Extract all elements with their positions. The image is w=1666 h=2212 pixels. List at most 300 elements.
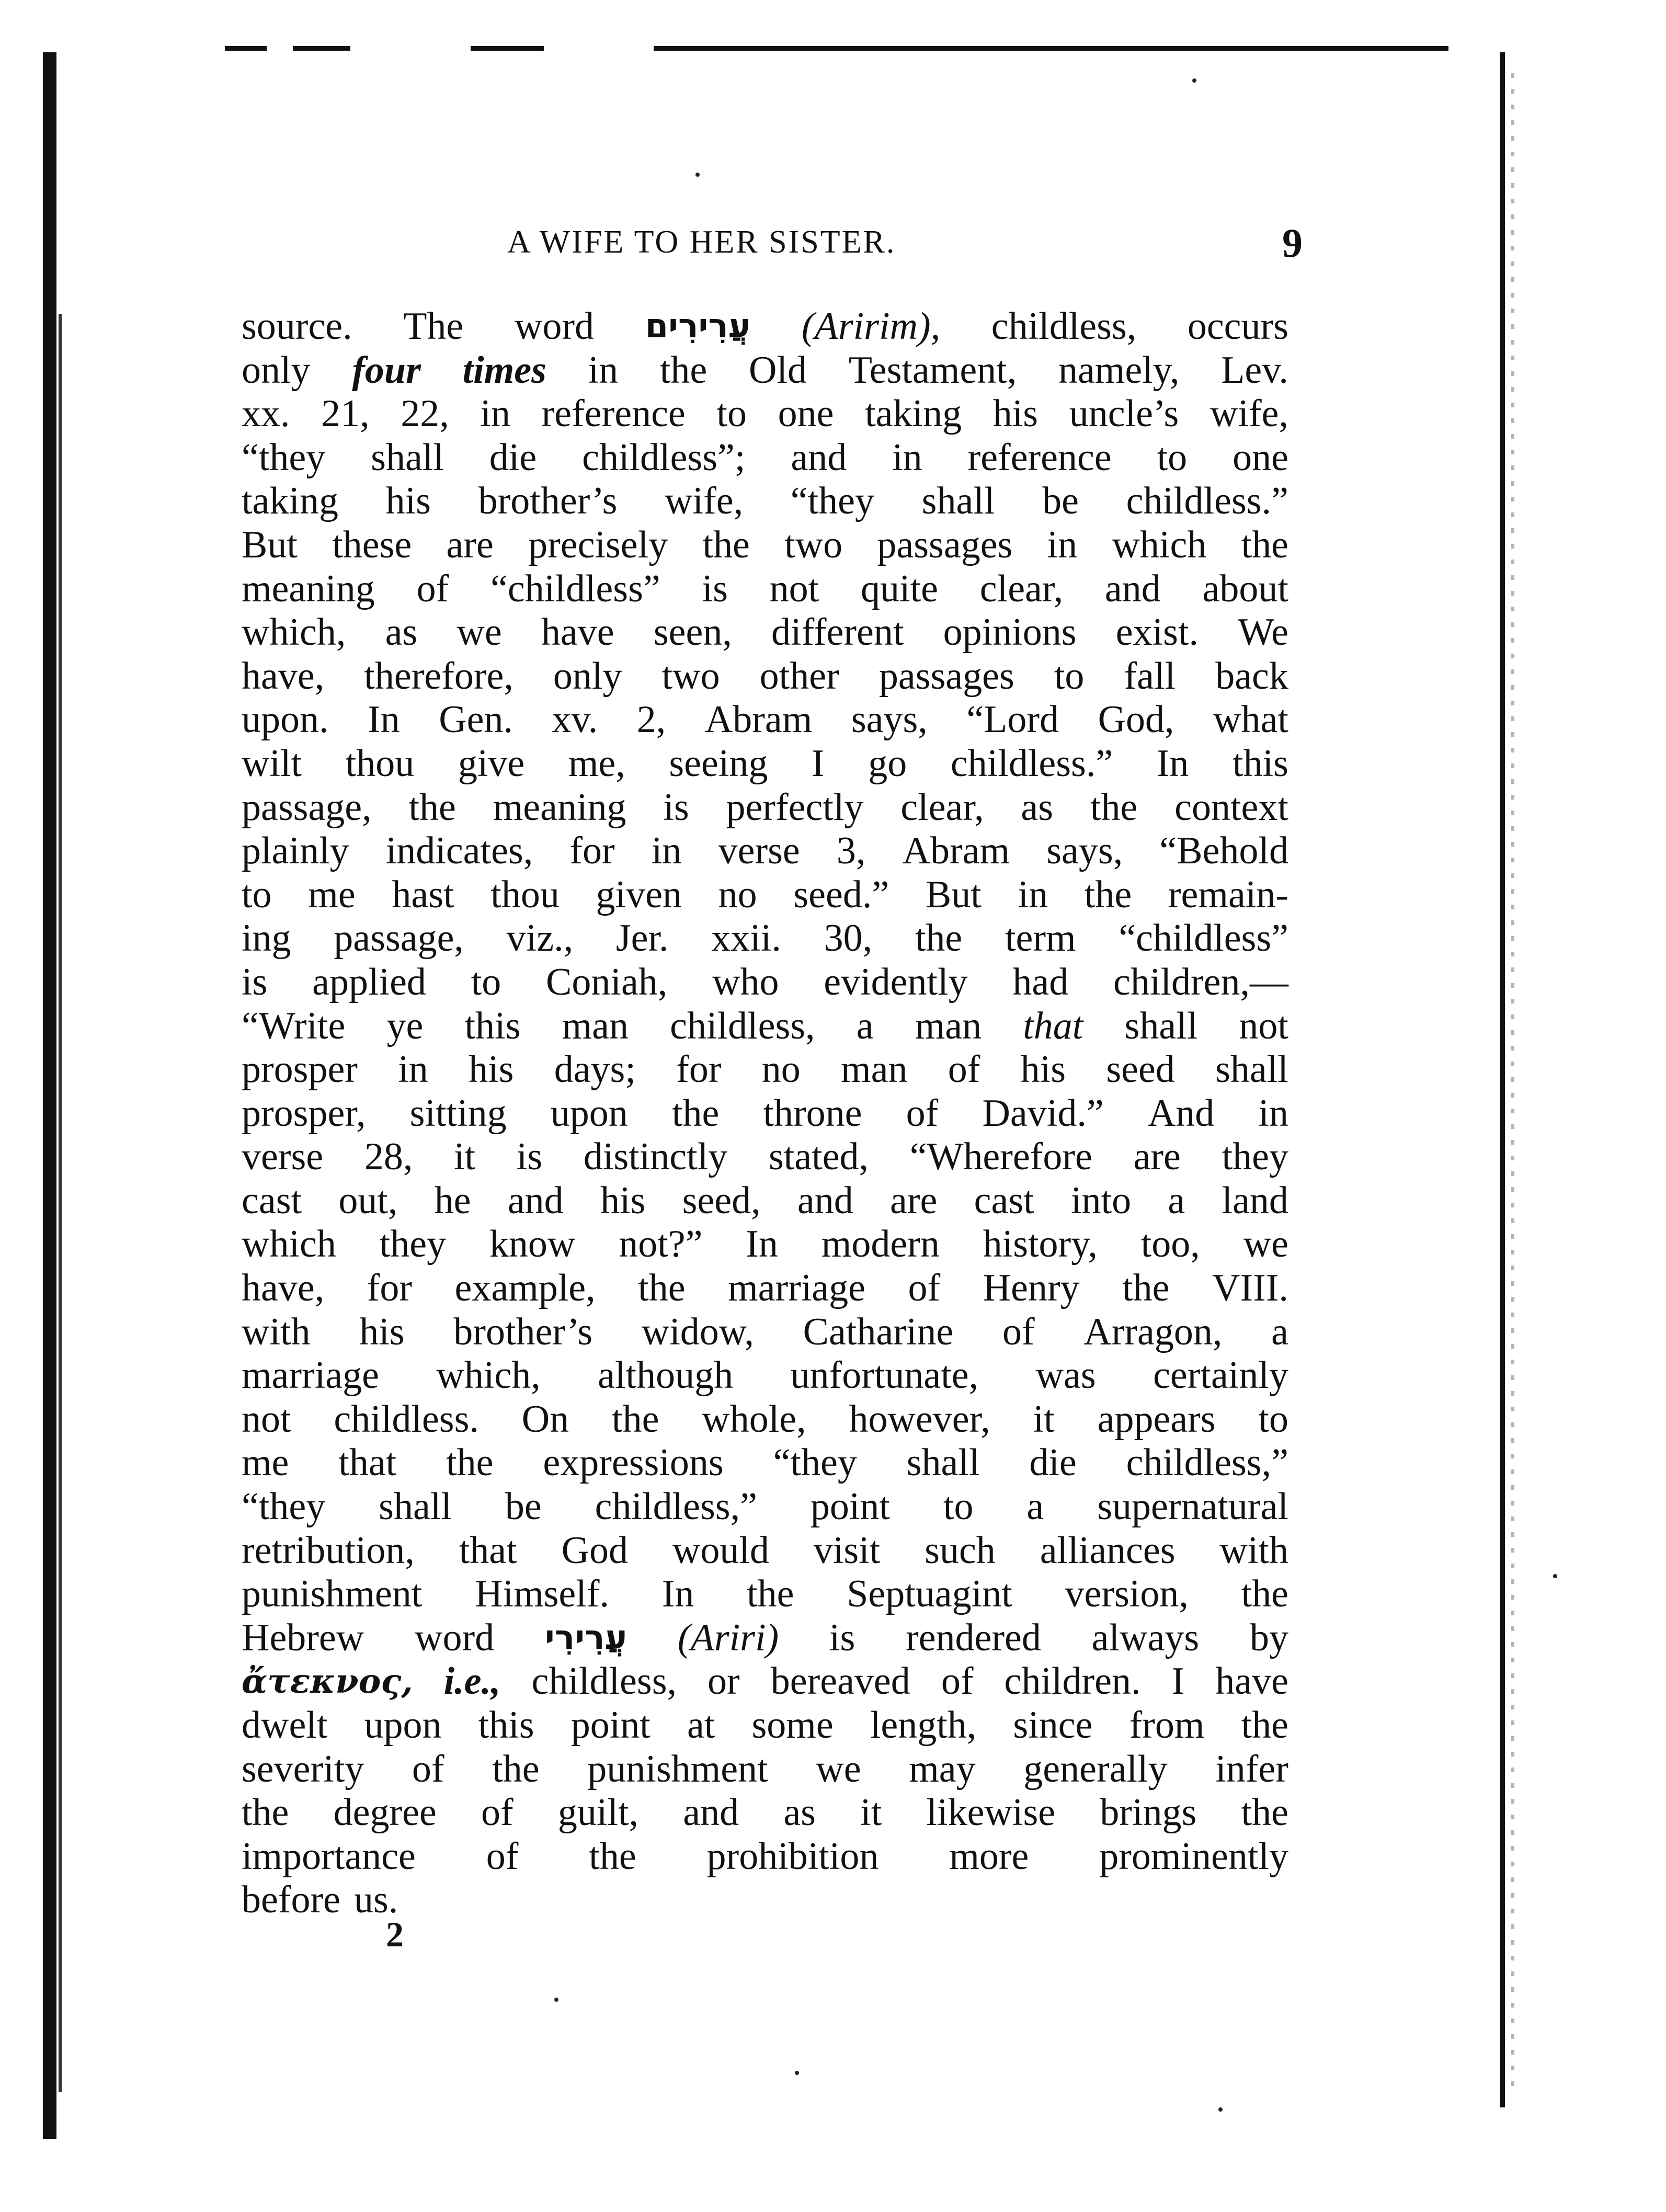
- word: Septuagint: [847, 1572, 1012, 1616]
- word: seed.”: [793, 873, 889, 916]
- word: reference: [967, 436, 1112, 479]
- word: wife,: [1209, 392, 1288, 436]
- word: and: [797, 1179, 853, 1222]
- word: perfectly: [726, 785, 864, 829]
- word: marriage: [242, 1354, 379, 1397]
- word: the: [1090, 785, 1138, 829]
- word: (Ariri): [677, 1616, 779, 1659]
- word: the: [702, 523, 750, 566]
- word: ἄτεκνος,: [242, 1662, 413, 1702]
- word: days;: [554, 1048, 636, 1091]
- word: of: [948, 1048, 980, 1091]
- text-line: [242, 611, 1288, 655]
- word: length,: [870, 1704, 977, 1747]
- word: his: [359, 1310, 405, 1353]
- word: “childless”: [490, 567, 660, 610]
- word: be: [1042, 480, 1079, 523]
- text-line: [242, 1485, 1288, 1529]
- text-line: [242, 1048, 1288, 1092]
- word: other: [759, 654, 839, 698]
- text-line: [242, 1572, 1288, 1616]
- word: about: [1202, 567, 1288, 610]
- word: for: [569, 829, 615, 873]
- word: “Write: [242, 1004, 346, 1047]
- word: Catharine: [803, 1310, 954, 1353]
- word: עֲרִירִי: [544, 1618, 627, 1657]
- scan-speck: [1553, 1574, 1557, 1578]
- word: always: [1091, 1616, 1200, 1659]
- word: he: [434, 1179, 471, 1222]
- text-line: [242, 1398, 1288, 1442]
- word: two: [784, 523, 843, 566]
- word: In: [661, 1572, 694, 1616]
- word: the: [659, 348, 708, 392]
- word: seed: [1106, 1048, 1175, 1091]
- word: more: [949, 1834, 1029, 1878]
- word: rendered: [906, 1616, 1041, 1659]
- word: On: [521, 1397, 569, 1441]
- word: me: [308, 873, 356, 916]
- word: of: [486, 1834, 519, 1878]
- word: plainly: [242, 829, 349, 873]
- word: childless,: [531, 1660, 677, 1703]
- word: point: [570, 1704, 651, 1747]
- word: passage,: [334, 917, 464, 960]
- word: which: [242, 1223, 336, 1266]
- word: Gen.: [439, 698, 514, 742]
- word: different: [771, 611, 904, 654]
- word: upon: [364, 1704, 442, 1747]
- word: his: [385, 480, 431, 523]
- word: me,: [568, 742, 625, 785]
- word: taking: [865, 392, 962, 436]
- word: that: [338, 1441, 397, 1485]
- word: prosper,: [242, 1091, 366, 1135]
- word: says,: [1046, 829, 1123, 873]
- word: applied: [312, 960, 426, 1004]
- word: in: [892, 436, 922, 479]
- word: of: [412, 1747, 444, 1791]
- word: what: [1213, 698, 1288, 742]
- word: with: [1219, 1529, 1288, 1572]
- word: is: [829, 1616, 855, 1659]
- word: times: [462, 348, 546, 392]
- word: guilt,: [557, 1791, 639, 1834]
- word: viz.,: [506, 917, 574, 960]
- text-line: [242, 1616, 1288, 1660]
- word: marriage: [728, 1267, 866, 1310]
- top-edge-mark: [471, 46, 544, 51]
- word: that: [1023, 1004, 1083, 1047]
- word: land: [1222, 1179, 1288, 1222]
- text-line: [242, 1179, 1288, 1223]
- word: “they: [790, 480, 874, 523]
- text-line: [242, 1704, 1288, 1748]
- word: i.e.,: [443, 1660, 501, 1703]
- word: childless,: [991, 305, 1137, 348]
- word: at: [687, 1704, 715, 1747]
- word: alliances: [1040, 1529, 1176, 1572]
- word: We: [1238, 611, 1288, 654]
- word: with: [242, 1310, 311, 1353]
- word: distinctly: [583, 1135, 728, 1179]
- text-line: [242, 1791, 1288, 1835]
- word: to: [1258, 1397, 1288, 1441]
- word: they: [379, 1223, 447, 1266]
- signature-mark: 2: [386, 1914, 404, 1954]
- word: Old: [748, 348, 807, 392]
- word: shall: [1124, 1004, 1198, 1047]
- word: not: [1239, 1004, 1288, 1047]
- word: prohibition: [706, 1834, 879, 1878]
- word: passage,: [242, 785, 372, 829]
- word: not: [242, 1397, 291, 1441]
- word: seed,: [682, 1179, 761, 1222]
- word: a: [1026, 1485, 1044, 1529]
- word: stated,: [768, 1135, 869, 1179]
- word: too,: [1140, 1223, 1200, 1266]
- word: widow,: [641, 1310, 754, 1353]
- text-line: [242, 698, 1288, 742]
- word: no: [761, 1048, 801, 1091]
- text-line: [242, 1092, 1288, 1136]
- word: go: [868, 742, 907, 785]
- word: it: [1033, 1397, 1055, 1441]
- word: the: [1241, 1704, 1288, 1747]
- word: childless.”: [950, 742, 1113, 785]
- word: “Behold: [1159, 829, 1288, 873]
- word: not?”: [619, 1223, 703, 1266]
- top-edge-mark: [225, 46, 267, 51]
- top-edge-mark: [293, 46, 350, 51]
- word: wilt: [242, 742, 302, 785]
- word: “they: [242, 436, 326, 479]
- word: VIII.: [1212, 1267, 1288, 1310]
- text-line: [242, 1135, 1288, 1179]
- word: one: [778, 392, 834, 436]
- word: such: [925, 1529, 996, 1572]
- word: and: [1104, 567, 1161, 610]
- word: uncle’s: [1069, 392, 1179, 436]
- word: of: [481, 1791, 514, 1834]
- text-line: [242, 1529, 1288, 1573]
- text-line: [242, 1267, 1288, 1310]
- word: a: [1271, 1310, 1288, 1353]
- word: God,: [1098, 698, 1174, 742]
- word: passages: [877, 523, 1013, 566]
- text-line: [242, 1223, 1288, 1267]
- word: seeing: [669, 742, 768, 785]
- text-line: [242, 961, 1288, 1005]
- word: is: [702, 567, 728, 610]
- word: of: [908, 1267, 941, 1310]
- page-number: 9: [1282, 220, 1303, 266]
- word: 21,: [321, 392, 370, 436]
- word: modern: [821, 1223, 940, 1266]
- word: the: [1241, 1791, 1288, 1834]
- word: shall: [906, 1441, 980, 1485]
- word: some: [751, 1704, 834, 1747]
- word: the: [612, 1397, 659, 1441]
- word: term: [1005, 917, 1076, 960]
- word: I: [812, 742, 825, 785]
- word: that: [459, 1529, 517, 1572]
- word: no: [718, 873, 757, 916]
- word: childless,”: [1126, 1441, 1288, 1485]
- word: “childless”: [1119, 917, 1288, 960]
- word: clear,: [900, 785, 984, 829]
- word: from: [1129, 1704, 1205, 1747]
- word: in: [651, 829, 682, 873]
- word: of: [906, 1091, 939, 1135]
- word: which,: [436, 1354, 541, 1397]
- word: childless,: [670, 1004, 815, 1047]
- word: supernatural: [1097, 1485, 1288, 1529]
- word: seen,: [653, 611, 732, 654]
- word: into: [1070, 1179, 1132, 1222]
- word: therefore,: [364, 654, 514, 698]
- word: word: [514, 305, 594, 348]
- word: In: [1156, 742, 1189, 785]
- word: עֲרִירִים: [645, 307, 751, 346]
- word: which: [1112, 523, 1207, 566]
- word: In: [746, 1223, 778, 1266]
- word: cast: [974, 1179, 1034, 1222]
- word: thou: [345, 742, 415, 785]
- running-head: A WIFE TO HER SISTER.: [507, 224, 896, 260]
- word: says,: [851, 698, 928, 742]
- word: likewise: [926, 1791, 1056, 1834]
- word: may: [909, 1747, 976, 1791]
- word: wife,: [665, 480, 744, 523]
- word: in: [398, 1048, 428, 1091]
- word: out,: [338, 1179, 398, 1222]
- word: prominently: [1099, 1834, 1288, 1878]
- word: shall: [921, 480, 995, 523]
- word: give: [458, 742, 525, 785]
- word: in: [1018, 873, 1048, 916]
- word: the: [446, 1441, 494, 1485]
- word: back: [1215, 654, 1288, 698]
- text-line: [242, 1005, 1288, 1048]
- word: passages: [878, 654, 1014, 698]
- word: to: [943, 1485, 974, 1529]
- word: man: [562, 1004, 629, 1047]
- word: not: [769, 567, 819, 610]
- text-line: [242, 917, 1288, 961]
- word: are: [890, 1179, 938, 1222]
- word: certainly: [1153, 1354, 1288, 1397]
- word: childless”;: [582, 436, 746, 479]
- word: infer: [1215, 1747, 1288, 1791]
- word: this: [464, 1004, 521, 1047]
- word: cast: [242, 1179, 302, 1222]
- word: Arragon,: [1083, 1310, 1223, 1353]
- word: and: [507, 1179, 564, 1222]
- word: this: [1233, 742, 1288, 785]
- word: 30,: [824, 917, 873, 960]
- word: the: [1241, 1572, 1288, 1616]
- word: only: [242, 348, 311, 392]
- word: upon: [550, 1091, 628, 1135]
- word: Coniah,: [546, 960, 668, 1004]
- word: of: [941, 1660, 974, 1703]
- word: importance: [242, 1834, 416, 1878]
- word: are: [1133, 1135, 1181, 1179]
- word: die: [1029, 1441, 1077, 1485]
- word: a: [1168, 1179, 1185, 1222]
- word: only: [553, 654, 622, 698]
- word: be: [505, 1485, 542, 1529]
- word: die: [489, 436, 537, 479]
- word: exist.: [1115, 611, 1199, 654]
- word: of: [416, 567, 449, 610]
- word: the: [915, 917, 963, 960]
- word: is: [242, 960, 268, 1004]
- text-line: [242, 305, 1288, 349]
- word: whole,: [702, 1397, 806, 1441]
- word: the: [1084, 873, 1132, 916]
- word: although: [598, 1354, 734, 1397]
- word: shall: [379, 1485, 452, 1529]
- word: xxii.: [711, 917, 781, 960]
- word: But: [925, 873, 982, 916]
- word: opinions: [943, 611, 1077, 654]
- word: I: [1171, 1660, 1185, 1703]
- word: before: [242, 1878, 340, 1922]
- word: source.: [242, 305, 352, 348]
- word: Jer.: [615, 917, 669, 960]
- word: us.: [353, 1878, 398, 1922]
- word: this: [478, 1704, 534, 1747]
- word: appears: [1097, 1397, 1216, 1441]
- word: context: [1174, 785, 1288, 829]
- binding-edge-shadow: [43, 52, 56, 2139]
- text-line: [242, 829, 1288, 873]
- word: it: [860, 1791, 882, 1834]
- word: God: [561, 1529, 629, 1572]
- word: to: [1054, 654, 1085, 698]
- word: we: [816, 1747, 861, 1791]
- word: given: [596, 873, 682, 916]
- word: in: [1258, 1091, 1288, 1135]
- word: upon.: [242, 698, 329, 742]
- word: thou: [490, 873, 560, 916]
- word: degree: [333, 1791, 437, 1834]
- word: know: [489, 1223, 576, 1266]
- word: expressions: [543, 1441, 724, 1485]
- word: ing: [242, 917, 291, 960]
- text-line: [242, 1310, 1288, 1354]
- text-line: [242, 480, 1288, 523]
- word: to: [471, 960, 501, 1004]
- word: to: [716, 392, 747, 436]
- word: indicates,: [385, 829, 533, 873]
- word: for: [367, 1267, 412, 1310]
- word: point: [810, 1485, 890, 1529]
- word: in: [480, 392, 510, 436]
- word: “Lord: [966, 698, 1059, 742]
- word: are: [446, 523, 494, 566]
- word: 3,: [836, 829, 866, 873]
- word: generally: [1023, 1747, 1168, 1791]
- scan-speck: [554, 1998, 558, 2002]
- word: In: [368, 698, 400, 742]
- word: or: [708, 1660, 740, 1703]
- word: remain-: [1168, 873, 1288, 916]
- word: retribution,: [242, 1529, 415, 1572]
- word: David.”: [982, 1091, 1104, 1135]
- word: (Aririm),: [802, 305, 941, 348]
- word: the: [408, 785, 456, 829]
- word: “they: [773, 1441, 857, 1485]
- word: punishment: [587, 1747, 768, 1791]
- word: precisely: [528, 523, 668, 566]
- word: brother’s: [478, 480, 618, 523]
- word: man: [841, 1048, 908, 1091]
- word: reference: [541, 392, 686, 436]
- word: Testament,: [848, 348, 1017, 392]
- word: Henry: [983, 1267, 1080, 1310]
- word: unfortunate,: [790, 1354, 979, 1397]
- word: “they: [242, 1485, 326, 1529]
- word: severity: [242, 1747, 364, 1791]
- word: by: [1249, 1616, 1288, 1659]
- word: however,: [849, 1397, 990, 1441]
- word: Hebrew: [242, 1616, 364, 1659]
- word: to: [1157, 436, 1188, 479]
- word: two: [661, 654, 720, 698]
- word: the: [747, 1572, 794, 1616]
- word: punishment: [242, 1572, 423, 1616]
- word: and: [791, 436, 847, 479]
- word: “Wherefore: [909, 1135, 1092, 1179]
- word: xv.: [552, 698, 598, 742]
- word: had: [1012, 960, 1069, 1004]
- word: as: [1021, 785, 1054, 829]
- word: 22,: [401, 392, 449, 436]
- word: fall: [1124, 654, 1176, 698]
- scan-speck: [795, 2071, 799, 2075]
- word: The: [403, 305, 464, 348]
- text-line: [242, 567, 1288, 611]
- body-text: [242, 305, 1288, 1922]
- text-line: [242, 1441, 1288, 1485]
- word: in: [1047, 523, 1078, 566]
- word: the: [242, 1791, 289, 1834]
- word: the: [492, 1747, 540, 1791]
- word: example,: [454, 1267, 596, 1310]
- word: word: [415, 1616, 495, 1659]
- word: childless.”: [1126, 480, 1288, 523]
- text-line: [242, 1660, 1288, 1704]
- word: the: [1241, 523, 1288, 566]
- word: prosper: [242, 1048, 358, 1091]
- word: have: [1215, 1660, 1288, 1703]
- word: verse: [242, 1135, 324, 1179]
- word: his: [469, 1048, 514, 1091]
- word: his: [1020, 1048, 1066, 1091]
- word: these: [332, 523, 412, 566]
- scan-speck: [1192, 78, 1196, 83]
- word: quite: [861, 567, 938, 610]
- word: visit: [813, 1529, 881, 1572]
- scan-speck: [695, 173, 700, 177]
- text-line: [242, 436, 1288, 480]
- text-line: [242, 655, 1288, 699]
- word: the: [589, 1834, 636, 1878]
- word: Himself.: [475, 1572, 609, 1616]
